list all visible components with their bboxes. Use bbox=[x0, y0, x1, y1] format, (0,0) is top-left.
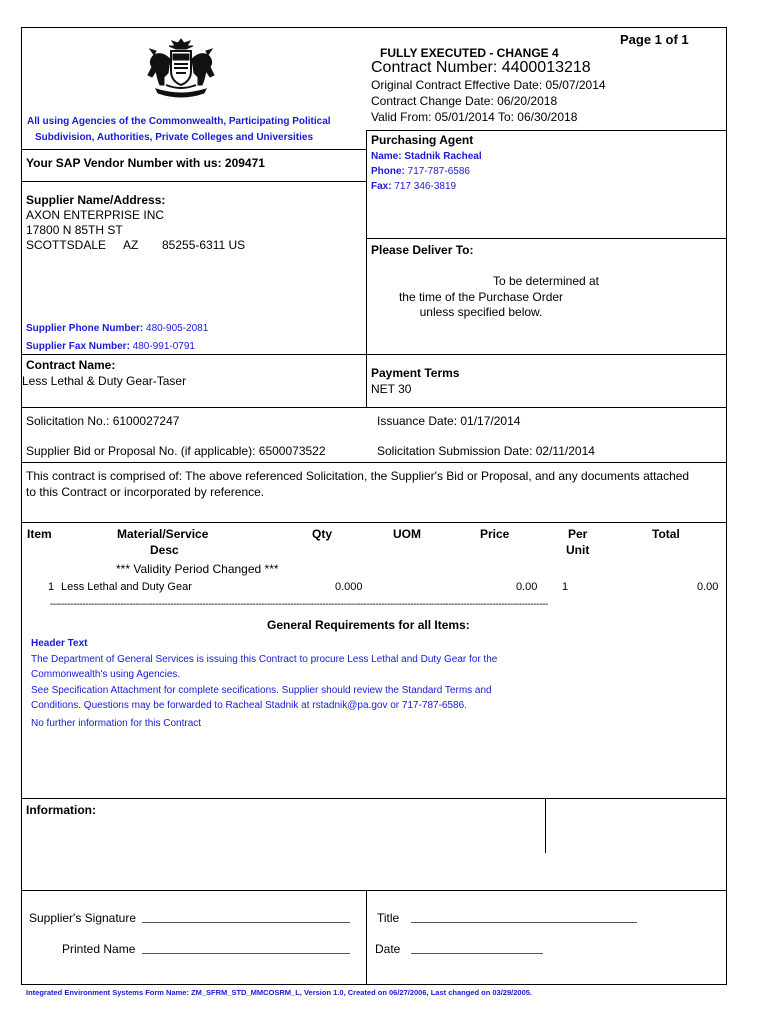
supplier-phone-value: 480-905-2081 bbox=[146, 323, 209, 334]
line-contract-name bbox=[21, 354, 726, 355]
comprised-line-1: This contract is comprised of: The above referenced Solicitation, the Supplier's Bid or Proposal, and any documents attached bbox=[26, 469, 690, 483]
line-signature bbox=[21, 890, 726, 891]
page-number: Page 1 of 1 bbox=[620, 32, 689, 47]
col-material: Material/Service bbox=[117, 527, 209, 541]
deliver-line-1: To be determined at bbox=[492, 274, 600, 288]
deliver-line-2: the time of the Purchase Order bbox=[398, 290, 564, 304]
general-requirements-title: General Requirements for all Items: bbox=[267, 618, 470, 632]
row-total: 0.00 bbox=[697, 581, 719, 593]
line-sap-bottom bbox=[21, 181, 366, 182]
col-qty: Qty bbox=[312, 527, 333, 541]
supplier-state: AZ bbox=[123, 238, 139, 252]
contract-change-date: Contract Change Date: 06/20/2018 bbox=[371, 94, 558, 108]
title-label: Title bbox=[377, 911, 400, 925]
col-desc: Desc bbox=[150, 543, 179, 557]
general-p4: Conditions. Questions may be forwarded to Racheal Stadnik at rstadnik@pa.gov or 717-787-6586. bbox=[31, 700, 467, 711]
item-divider: -------------------------------------------------------------------------------------------------------------------------------------------------------------------------- bbox=[50, 599, 549, 610]
printed-name-label: Printed Name bbox=[62, 942, 136, 956]
agent-fax bbox=[371, 181, 456, 192]
agent-phone-label: Phone: bbox=[371, 166, 405, 177]
commonwealth-seal bbox=[138, 37, 224, 101]
col-item: Item bbox=[27, 527, 52, 541]
col-unit: Unit bbox=[566, 543, 590, 557]
line-agent bbox=[366, 130, 726, 131]
row-description: Less Lethal and Duty Gear bbox=[61, 581, 192, 593]
deliver-to-title: Please Deliver To: bbox=[371, 243, 474, 257]
title-field[interactable] bbox=[411, 922, 637, 923]
row-qty: 0.000 bbox=[335, 581, 363, 593]
supplier-fax-value: 480-991-0791 bbox=[132, 341, 195, 352]
agent-fax-label: Fax: bbox=[371, 181, 392, 192]
supplier-street: 17800 N 85TH ST bbox=[26, 223, 123, 237]
border-left bbox=[21, 27, 22, 985]
issuance-date: Issuance Date: 01/17/2014 bbox=[377, 414, 521, 428]
signature-divider bbox=[366, 890, 367, 984]
comprised-line-2: to this Contract or incorporated by reference. bbox=[26, 485, 265, 499]
border-bottom bbox=[21, 984, 727, 985]
col-uom: UOM bbox=[393, 527, 421, 541]
validity-changed-note: *** Validity Period Changed *** bbox=[116, 562, 279, 576]
border-right bbox=[726, 27, 727, 985]
supplier-title: Supplier Name/Address: bbox=[26, 193, 166, 207]
purchasing-agent-title: Purchasing Agent bbox=[371, 133, 474, 147]
submission-date: Solicitation Submission Date: 02/11/2014 bbox=[377, 444, 595, 458]
sap-vendor-number: Your SAP Vendor Number with us: 209471 bbox=[26, 156, 265, 170]
general-p1: The Department of General Services is issuing this Contract to procure Less Lethal and Duty Gear for the bbox=[31, 654, 498, 665]
payment-terms-value: NET 30 bbox=[371, 382, 412, 396]
date-field[interactable] bbox=[411, 953, 543, 954]
agent-phone-value: 717-787-6586 bbox=[407, 166, 470, 177]
supplier-bid-number: Supplier Bid or Proposal No. (if applicable): 6500073522 bbox=[26, 444, 326, 458]
line-items-header bbox=[21, 522, 726, 523]
supplier-name: AXON ENTERPRISE INC bbox=[26, 208, 165, 222]
date-label: Date bbox=[375, 942, 401, 956]
general-p2: Commonwealth's using Agencies. bbox=[31, 669, 181, 680]
agencies-line-2: Subdivision, Authorities, Private Colleges and Universities bbox=[35, 132, 314, 143]
border-top bbox=[21, 27, 727, 28]
line-sap-top bbox=[21, 149, 366, 150]
supplier-city: SCOTTSDALE bbox=[26, 238, 107, 252]
general-p3: See Specification Attachment for complete secifications. Supplier should review the Standard Terms and bbox=[31, 685, 492, 696]
supplier-fax bbox=[26, 341, 195, 352]
supplier-phone bbox=[26, 323, 208, 334]
form-footer: Integrated Environment Systems Form Name: ZM_SFRM_STD_MMCOSRM_L, Version 1.0, Created on 06/27/2006, Last changed on 03/29/2005. bbox=[26, 988, 532, 997]
contract-name-title: Contract Name: bbox=[26, 358, 116, 372]
supplier-signature-label: Supplier's Signature bbox=[29, 911, 137, 925]
solicitation-number: Solicitation No.: 6100027247 bbox=[26, 414, 180, 428]
row-per: 1 bbox=[562, 581, 569, 593]
contract-name-value: Less Lethal & Duty Gear-Taser bbox=[22, 374, 187, 388]
col-total: Total bbox=[652, 527, 680, 541]
header-text-label: Header Text bbox=[31, 638, 88, 649]
info-divider bbox=[545, 798, 546, 853]
column-divider-top bbox=[366, 130, 367, 408]
general-p5: No further information for this Contract bbox=[31, 718, 202, 729]
supplier-signature-field[interactable] bbox=[142, 922, 350, 923]
contract-status: FULLY EXECUTED - CHANGE 4 bbox=[380, 46, 559, 60]
agent-name-value: Stadnik Racheal bbox=[404, 151, 482, 162]
contract-number: Contract Number: 4400013218 bbox=[371, 59, 591, 76]
agent-phone bbox=[371, 166, 470, 177]
agent-name bbox=[371, 151, 482, 162]
supplier-phone-label: Supplier Phone Number: bbox=[26, 323, 144, 334]
col-price: Price bbox=[480, 527, 510, 541]
deliver-line-3: unless specified below. bbox=[419, 305, 543, 319]
agencies-line-1: All using Agencies of the Commonwealth, Participating Political bbox=[27, 116, 331, 127]
valid-dates: Valid From: 05/01/2014 To: 06/30/2018 bbox=[371, 110, 578, 124]
line-information bbox=[21, 798, 726, 799]
line-comprised bbox=[21, 462, 726, 463]
agent-fax-value: 717 346-3819 bbox=[394, 181, 457, 192]
printed-name-field[interactable] bbox=[142, 953, 350, 954]
payment-terms-title: Payment Terms bbox=[371, 366, 460, 380]
supplier-zip-country: 85255-6311 US bbox=[162, 238, 246, 252]
supplier-fax-label: Supplier Fax Number: bbox=[26, 341, 130, 352]
row-number: 1 bbox=[48, 581, 55, 593]
original-effective-date: Original Contract Effective Date: 05/07/2014 bbox=[371, 78, 606, 92]
information-title: Information: bbox=[26, 803, 96, 817]
line-deliver bbox=[366, 238, 726, 239]
agent-name-label: Name: bbox=[371, 151, 402, 162]
line-solicitation bbox=[21, 407, 726, 408]
row-price: 0.00 bbox=[516, 581, 538, 593]
col-per: Per bbox=[568, 527, 588, 541]
